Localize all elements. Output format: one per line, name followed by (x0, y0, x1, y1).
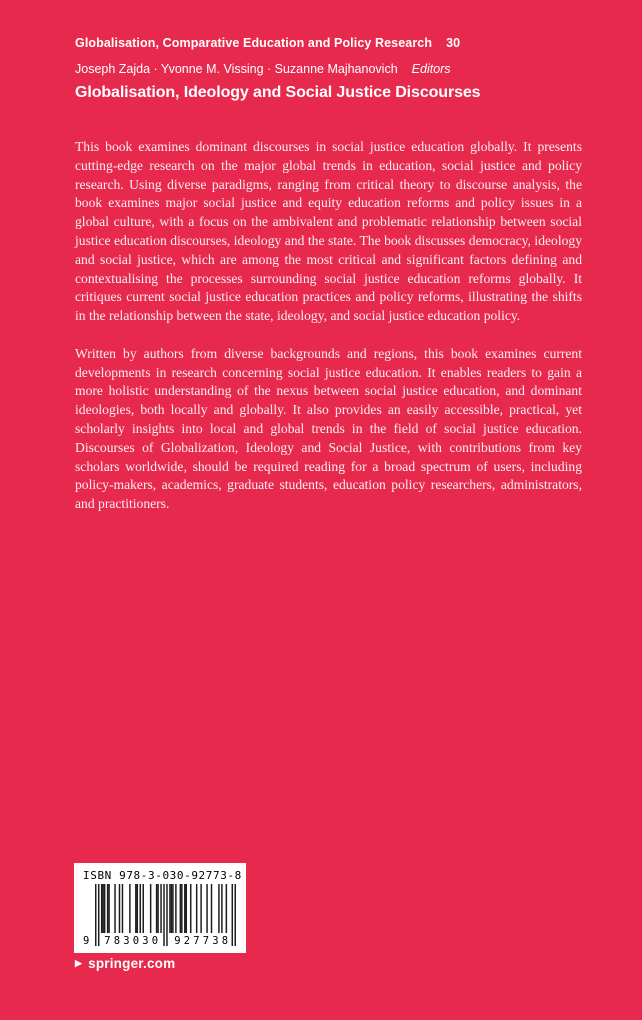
publisher-line (75, 956, 175, 971)
springer-arrow-icon: ▶ (75, 958, 83, 968)
isbn-barcode-box (74, 863, 246, 953)
book-title: Globalisation, Ideology and Social Justice Discourses (75, 84, 481, 101)
authors-line (75, 62, 584, 76)
ean13-barcode (83, 884, 237, 946)
editors-label: Editors (411, 62, 451, 76)
book-blurb (75, 138, 582, 533)
blurb-paragraph-1: This book examines dominant discourses in social justice education globally. It presents cutting-edge research on the major global trends in education, social justice and policy research. Using diverse paradigms, ranging from critical theory to discourse analysis, the book examines major social justice and equity education reforms and policy issues in a global culture, with a focus on the ambivalent and problematic relationship between social justice education discourses, ideology and the state. The book discusses democracy, ideology and social justice, which are among the most critical and significant factors defining and contextualising the processes surrounding social justice education reforms globally. It critiques current social justice education practices and policy reforms, illustrating the shifts in the relationship between the state, ideology, and social justice education policy. (75, 139, 582, 324)
series-line (75, 36, 584, 50)
barcode-digits-left: 783030 (101, 936, 159, 947)
series-title: Globalisation, Comparative Education and Policy Research (75, 36, 433, 50)
authors-names: Joseph Zajda · Yvonne M. Vissing · Suzanne Majhanovich (75, 62, 398, 76)
blurb-paragraph-2: Written by authors from diverse backgrounds and regions, this book examines current developments in research concerning social justice education. It enables readers to gain a more holistic understanding of the nexus between social justice education, and dominant ideologies, both locally and globally. It also provides an easily accessible, practical, yet scholarly insights into local and global trends in the field of social justice education. Discourses of Globalization, Ideology and Social Justice, with contributions from key scholars worldwide, should be required reading for a broad spectrum of users, including policy-makers, academics, graduate students, education policy researchers, administrators, and practitioners. (75, 345, 582, 512)
publisher-url: springer.com (88, 956, 176, 971)
barcode-digits-right: 927738 (171, 936, 229, 947)
series-number: 30 (446, 36, 461, 50)
isbn-number: ISBN 978-3-030-92773-8 (83, 869, 242, 882)
barcode-digit-first: 9 (83, 935, 90, 947)
